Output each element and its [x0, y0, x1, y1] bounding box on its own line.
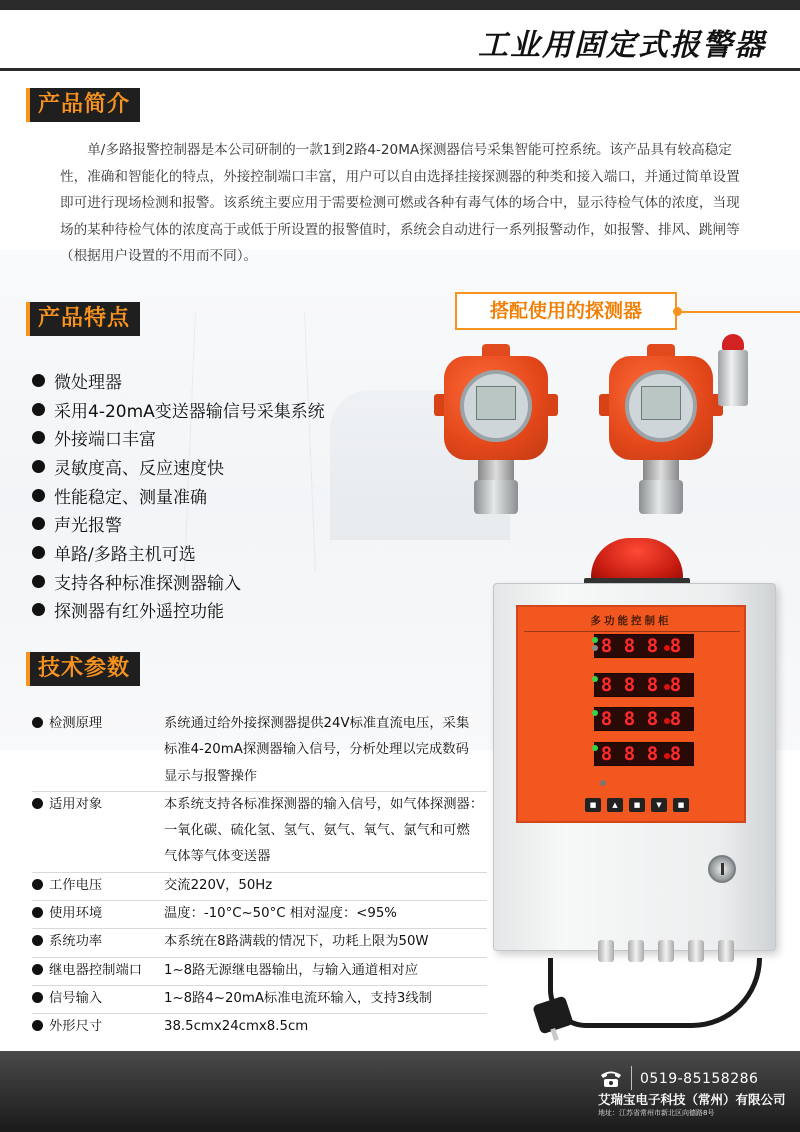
alarm-led [664, 718, 670, 724]
digit: 8 [646, 635, 659, 657]
spec-key: 工作电压 [32, 873, 164, 899]
status-led [592, 676, 598, 682]
bullet-icon [32, 879, 43, 890]
bullet-icon [32, 403, 45, 416]
spec-key: 信号输入 [32, 986, 164, 1012]
siren-image [716, 334, 750, 406]
spec-value: 交流220V，50Hz [164, 877, 273, 893]
digit: 8 [669, 674, 682, 696]
top-strip [0, 0, 800, 10]
channel-display [594, 707, 694, 731]
spec-value: 38.5cmx24cmx8.5cm [164, 1019, 309, 1035]
digit: 8 [623, 674, 636, 696]
spec-value: 1~8路无源继电器输出，与输入通道相对应 [164, 962, 419, 978]
list-item [32, 395, 325, 424]
phone-icon [599, 1068, 623, 1088]
alarm-led [664, 645, 670, 651]
spec-value: 系统通过给外接探测器提供24V标准直流电压，采集 标准4-20mA探测器输入信号，分析处理以完成数码 显示与报警操作 [164, 716, 470, 784]
feature-text: 单路/多路主机可选 [54, 544, 196, 565]
caption-line [677, 311, 800, 313]
digit: 8 [623, 708, 636, 730]
digit: 8 [600, 635, 613, 657]
footer-divider [631, 1066, 632, 1090]
intro-paragraph: 单/多路报警控制器是本公司研制的一款1到2路4-20MA探测器信号采集智能可控系统。该产品具有较高稳定性，准确和智能化的特点，外接控制端口丰富，用户可以自由选择挂接探测器的种类和接入端口，并通过简单设置即可进行现场检测和报警。该系统主要应用于需要检测可燃或各种有毒气体的场合中，显示待检气体的浓度，当现场的某种待检气体的浓度高于或低于所设置的报警值时，系统会自动进行一系列报警动作，如报警、排风、跳闸等（根据用户设置的不用而不同）。 [60, 142, 740, 264]
alarm-led [664, 684, 670, 690]
list-item [32, 567, 325, 596]
table-row [32, 792, 492, 871]
detector-lcd [476, 386, 516, 420]
siren-dome [722, 334, 744, 350]
section-title-features: 产品特点 [28, 302, 140, 336]
spec-table [32, 711, 492, 1041]
panel-title: 多功能控制柜 [590, 615, 672, 627]
digit: 8 [669, 635, 682, 657]
siren-body [718, 350, 748, 406]
feature-text: 支持各种标准探测器输入 [54, 573, 241, 594]
table-row [32, 1014, 492, 1040]
digit: 8 [646, 674, 659, 696]
section-title-intro: 产品简介 [28, 88, 140, 122]
channel-display [594, 673, 694, 697]
phone-number: 0519-85158286 [640, 1071, 759, 1087]
up-arrow-icon[interactable]: ▲ [607, 798, 623, 812]
list-item [32, 366, 325, 395]
digit: 8 [623, 743, 636, 765]
list-item [32, 596, 325, 625]
power-cable [548, 958, 762, 1028]
company-address: 地址：江苏省常州市新北区向德路8号 [598, 1109, 715, 1117]
digit: 8 [600, 743, 613, 765]
caption-dot [673, 307, 682, 316]
table-row [32, 986, 492, 1012]
bullet-icon [32, 717, 43, 728]
feature-text: 性能稳定、测量准确 [54, 487, 207, 508]
status-led [592, 637, 598, 643]
bullet-icon [32, 907, 43, 918]
feature-text: 微处理器 [54, 372, 122, 393]
feature-text: 灵敏度高、反应速度快 [54, 458, 224, 479]
bullet-icon [32, 1020, 43, 1031]
channel-display [594, 742, 694, 766]
section-title-specs: 技术参数 [28, 652, 140, 686]
detector-lcd [641, 386, 681, 420]
bullet-icon [32, 964, 43, 975]
gas-detector-image [603, 356, 719, 518]
spec-value: 1~8路4~20mA标准电流环输入，支持3线制 [164, 990, 432, 1006]
feature-text: 外接端口丰富 [54, 430, 156, 451]
bullet-icon [32, 489, 45, 502]
digit: 8 [623, 635, 636, 657]
table-row [32, 958, 492, 984]
list-item [32, 481, 325, 510]
panel-button[interactable]: ■ [629, 798, 645, 812]
panel-button[interactable]: ■ [585, 798, 601, 812]
panel-divider [524, 631, 740, 632]
bullet-icon [32, 935, 43, 946]
digit: 8 [646, 743, 659, 765]
bullet-icon [32, 517, 45, 530]
feature-text: 探测器有红外遥控功能 [54, 602, 224, 623]
detector-sensor [639, 480, 683, 514]
feature-text: 采用4-20mA变送器输信号采集系统 [54, 401, 325, 422]
bullet-icon [32, 460, 45, 473]
bullet-icon [32, 992, 43, 1003]
digit: 8 [669, 743, 682, 765]
table-row [32, 711, 492, 790]
detector-neck [478, 460, 514, 480]
list-item [32, 509, 325, 538]
bullet-icon [32, 546, 45, 559]
table-row [32, 901, 492, 927]
bullet-icon [32, 431, 45, 444]
company-name: 艾瑞宝电子科技（常州）有限公司 [598, 1092, 786, 1107]
channel-display [594, 634, 694, 658]
header-divider [0, 68, 800, 71]
spec-value: 本系统支持各标准探测器的输入信号，如气体探测器： 一氧化碳、硫化氢、氢气、氨气、氧气、氯气和可燃 气体等气体变送器 [164, 796, 484, 865]
digit: 8 [600, 708, 613, 730]
detector-caption: 搭配使用的探测器 [455, 292, 677, 330]
list-item [32, 452, 325, 481]
list-item [32, 423, 325, 452]
spec-key: 使用环境 [32, 901, 164, 927]
spec-key: 系统功率 [32, 929, 164, 955]
digit: 8 [669, 708, 682, 730]
panel-button[interactable]: ■ [673, 798, 689, 812]
alarm-led [664, 753, 670, 759]
status-led [592, 745, 598, 751]
spec-key: 检测原理 [32, 711, 164, 790]
bullet-icon [32, 798, 43, 809]
bullet-icon [32, 575, 45, 588]
digit: 8 [646, 708, 659, 730]
feature-list [32, 366, 325, 624]
detector-neck [643, 460, 679, 480]
table-row [32, 929, 492, 955]
page-title: 工业用固定式报警器 [478, 28, 766, 63]
detector-sensor [474, 480, 518, 514]
status-led [592, 710, 598, 716]
key-lock-icon [708, 855, 736, 883]
spec-key: 外形尺寸 [32, 1014, 164, 1040]
digit: 8 [600, 674, 613, 696]
feature-text: 声光报警 [54, 516, 122, 537]
bullet-icon [32, 603, 45, 616]
bullet-icon [32, 374, 45, 387]
power-led [600, 780, 606, 786]
status-led [592, 645, 598, 651]
spec-key: 继电器控制端口 [32, 958, 164, 984]
spec-key: 适用对象 [32, 792, 164, 871]
spec-value: 本系统在8路满载的情况下，功耗上限为50W [164, 934, 429, 950]
list-item [32, 538, 325, 567]
spec-value: 温度：-10°C~50°C 相对湿度：<95% [164, 906, 397, 922]
down-arrow-icon[interactable]: ▼ [651, 798, 667, 812]
table-row [32, 873, 492, 899]
gas-detector-image [438, 356, 554, 518]
